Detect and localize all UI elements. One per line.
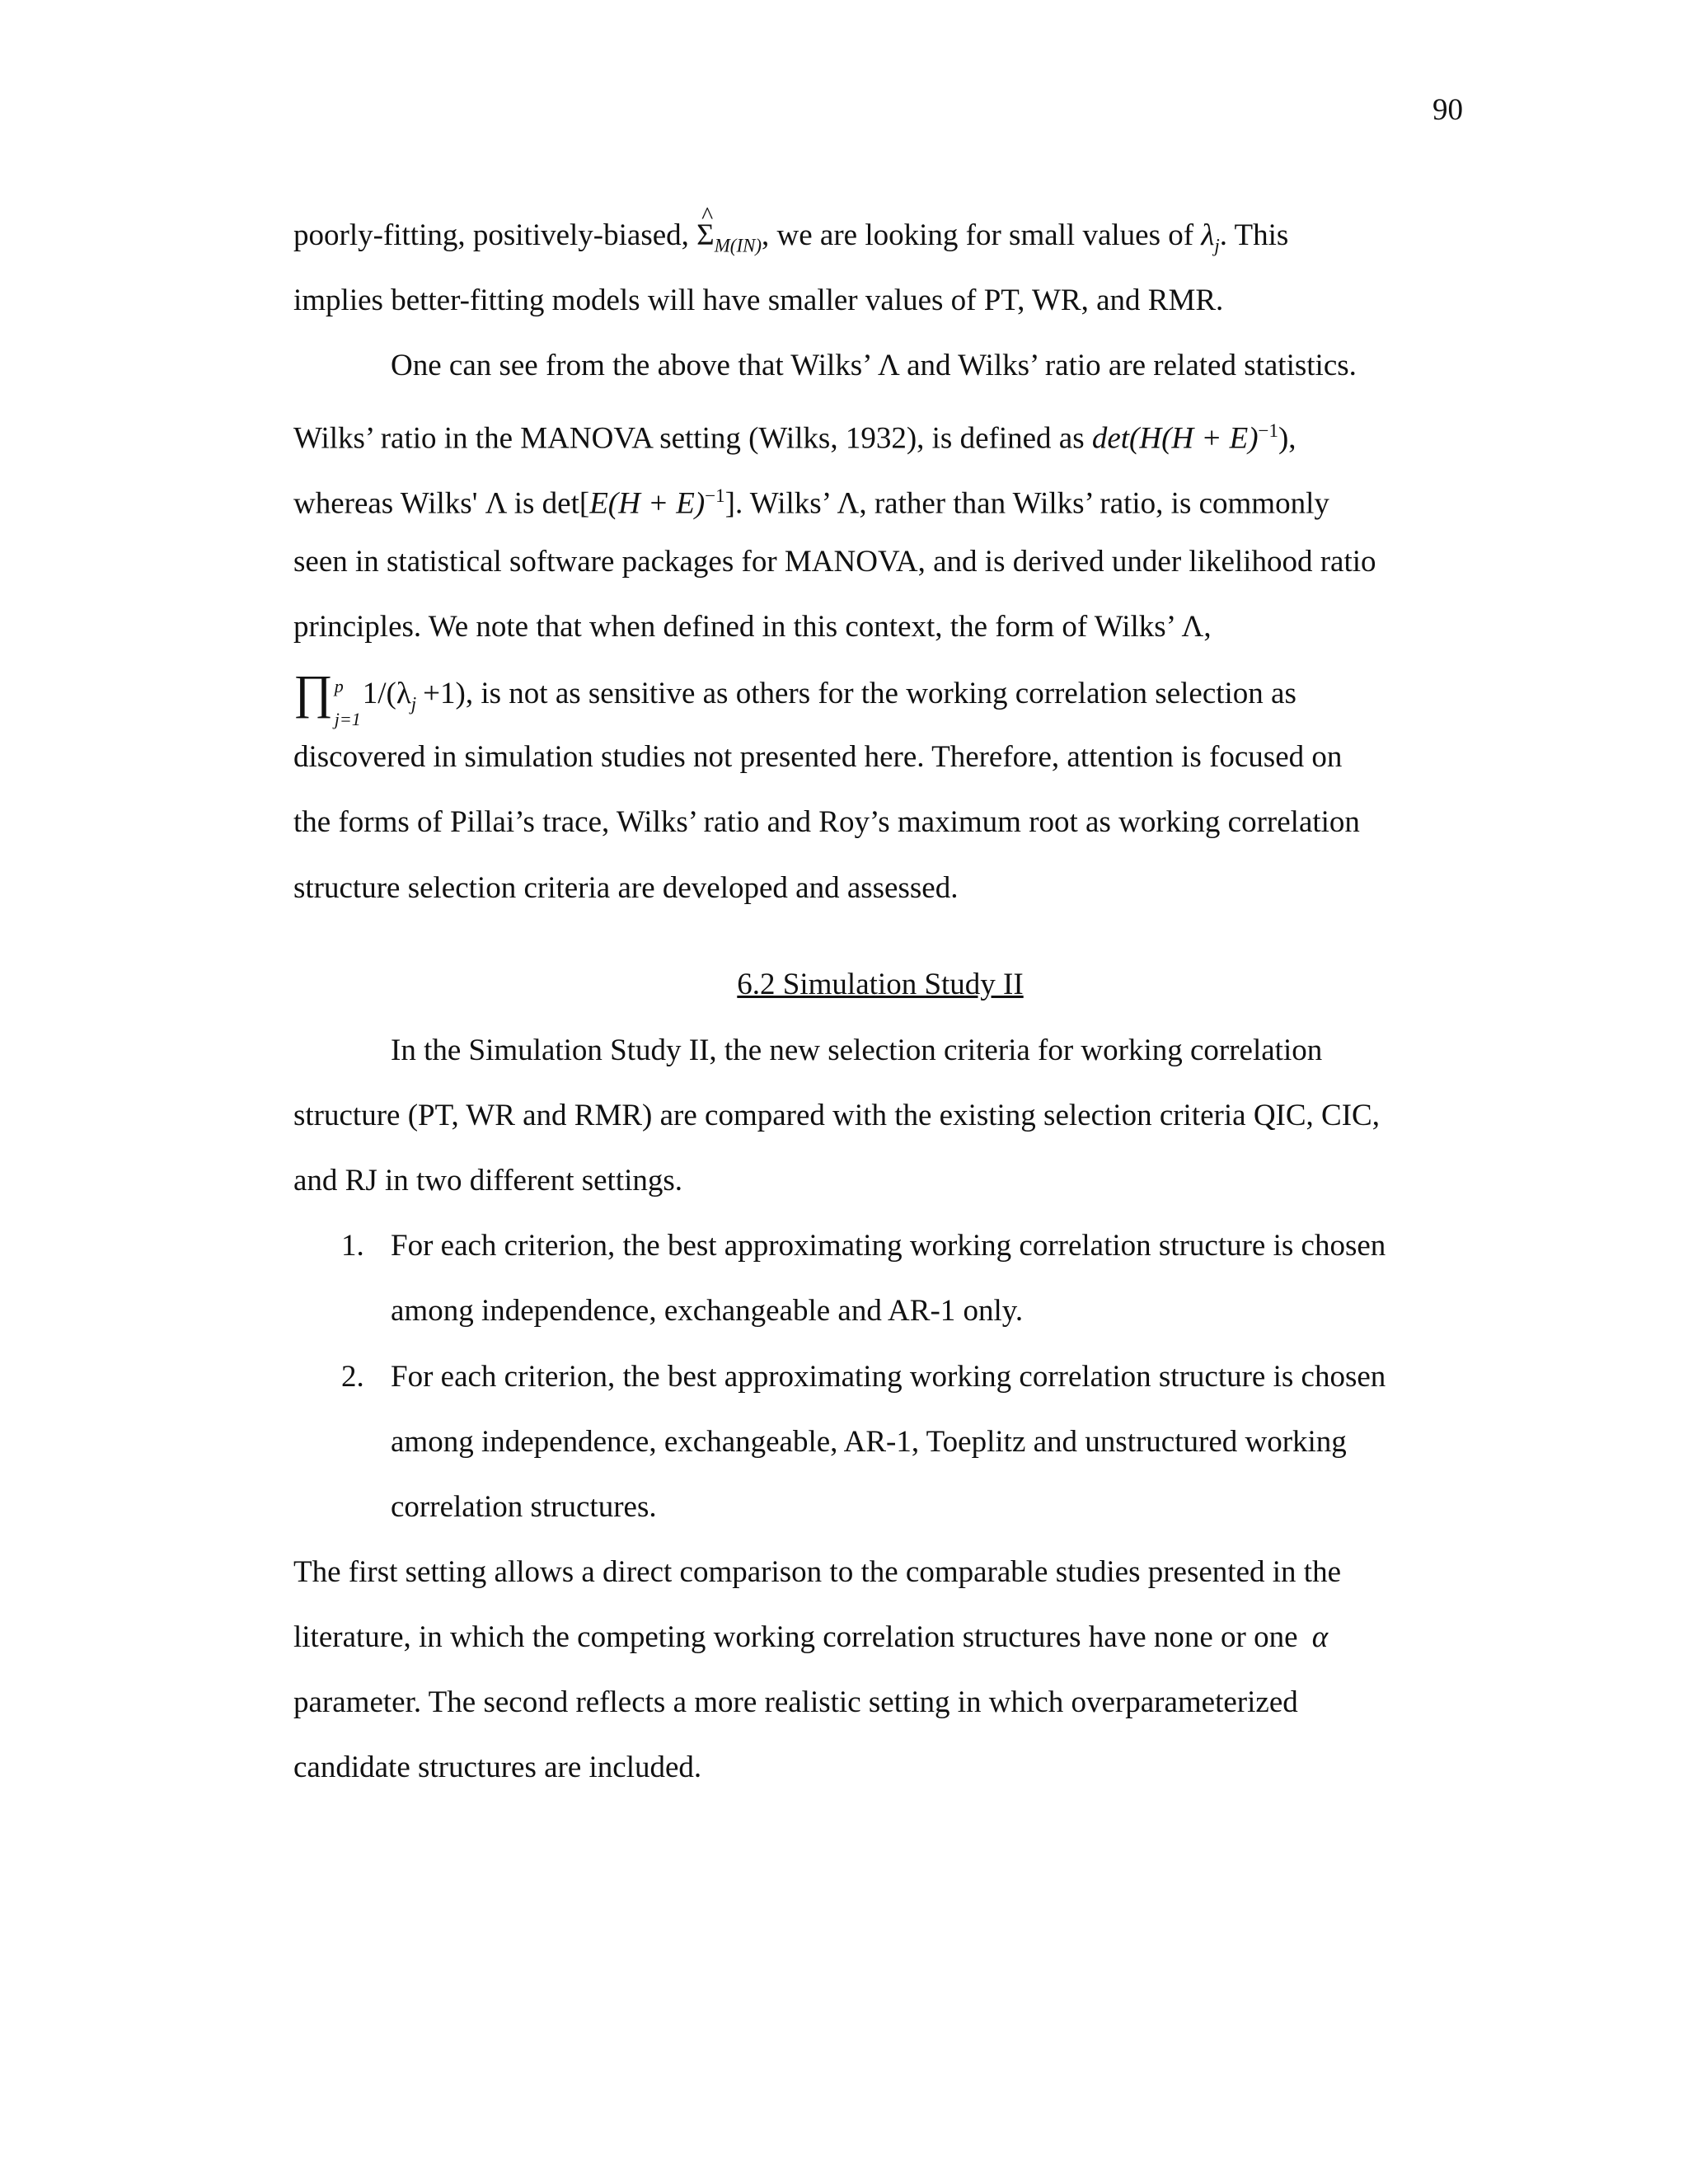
para2-line9: structure selection criteria are developed and assessed. <box>293 871 959 905</box>
text: ), <box>1278 421 1296 456</box>
para3-line1: In the Simulation Study II, the new selection criteria for working correlation <box>391 1033 1323 1067</box>
text: literature, in which the competing working correlation structures have none or one <box>293 1620 1298 1654</box>
para1-line1 <box>293 218 1288 264</box>
para4-line4: candidate structures are included. <box>293 1750 702 1784</box>
superscript: −1 <box>705 485 725 506</box>
text: ]. Wilks’ Λ, rather than Wilks’ ratio, is commonly <box>724 486 1329 521</box>
lambda-symbol: λ <box>1201 218 1215 252</box>
list-number: 1. <box>341 1229 364 1263</box>
section-heading: 6.2 Simulation Study II <box>737 968 1024 1001</box>
sigma-hat-symbol: ^ Σ <box>696 218 715 254</box>
superscript: −1 <box>1258 420 1278 441</box>
list-item-2-line2: among independence, exchangeable, AR-1, Toeplitz and unstructured working <box>391 1425 1347 1459</box>
math-expression: +1) <box>423 677 466 710</box>
para2-line8: the forms of Pillai’s trace, Wilks’ ratio and Roy’s maximum root as working correlation <box>293 805 1360 839</box>
math-expression: E(H + E) <box>589 486 706 521</box>
para2-line5: principles. We note that when defined in this context, the form of Wilks’ Λ, <box>293 610 1212 644</box>
product-symbol: ∏ <box>293 665 333 719</box>
list-item-2-line3: correlation structures. <box>391 1490 657 1524</box>
list-item-1-line2: among independence, exchangeable and AR-1 only. <box>391 1294 1024 1328</box>
para1-line2: implies better-fitting models will have smaller values of PT, WR, and RMR. <box>293 284 1224 317</box>
para2-line6 <box>293 665 1296 729</box>
para3-line2: structure (PT, WR and RMR) are compared with the existing selection criteria QIC, CIC, <box>293 1099 1380 1132</box>
text: whereas Wilks' Λ is det[ <box>293 486 590 521</box>
para2-line3 <box>293 478 1329 522</box>
alpha-symbol: α <box>1311 1620 1329 1654</box>
para2-line7: discovered in simulation studies not presented here. Therefore, attention is focused on <box>293 740 1343 774</box>
lambda-subscript: j <box>1214 235 1220 256</box>
para4-line3: parameter. The second reflects a more realistic setting in which overparameterized <box>293 1685 1298 1719</box>
math-expression: det(H(H + E) <box>1091 421 1259 456</box>
page-number: 90 <box>1432 93 1463 127</box>
para2-line1: One can see from the above that Wilks’ Λ and Wilks’ ratio are related statistics. <box>391 349 1357 382</box>
text: poorly-fitting, positively-biased, <box>293 218 689 252</box>
text: , is not as sensitive as others for the working correlation selection as <box>465 677 1296 710</box>
text: . This <box>1219 218 1289 252</box>
para2-line2 <box>293 413 1296 457</box>
para3-line3: and RJ in two different settings. <box>293 1164 683 1197</box>
list-item-2-line1: For each criterion, the best approximating working correlation structure is chosen <box>391 1360 1386 1394</box>
text: , we are looking for small values of <box>762 218 1194 252</box>
list-item-1-line1: For each criterion, the best approximating working correlation structure is chosen <box>391 1229 1386 1263</box>
list-number: 2. <box>341 1360 364 1394</box>
para2-line4: seen in statistical software packages for MANOVA, and is derived under likelihood ratio <box>293 545 1376 579</box>
para4-line1: The first setting allows a direct comparison to the comparable studies presented in the <box>293 1555 1341 1589</box>
sigma-subscript: M(IN) <box>714 235 762 256</box>
math-expression: 1/(λ <box>362 677 411 710</box>
text: Wilks’ ratio in the MANOVA setting (Wilks, 1932), is defined as <box>293 421 1085 456</box>
product-upper: p <box>334 675 344 696</box>
subscript: j <box>410 693 417 715</box>
product-limits <box>333 675 361 729</box>
para4-line2 <box>293 1619 1328 1656</box>
product-lower: j=1 <box>334 708 361 729</box>
